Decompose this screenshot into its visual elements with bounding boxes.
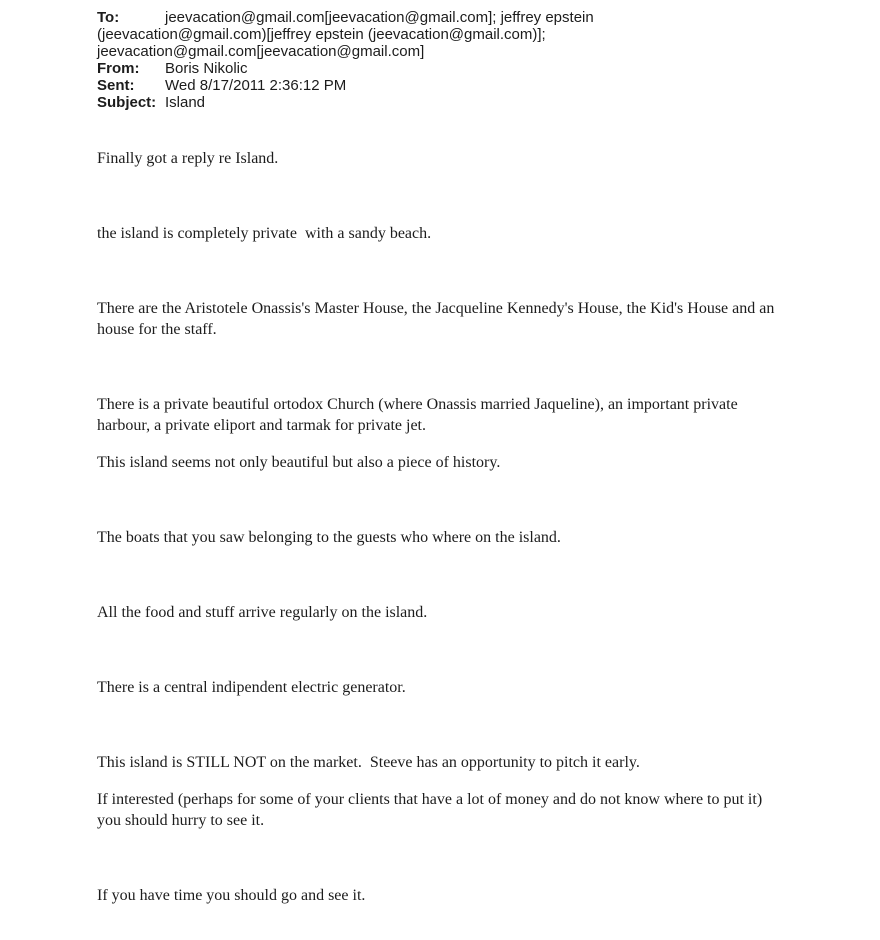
email-header — [97, 9, 637, 111]
subject-value: Island — [165, 94, 206, 111]
body-paragraph-4: There is a private beautiful ortodox Church (where Onassis married Jaqueline), an important private harbour, a private eliport and tarmak for private jet. — [97, 396, 742, 434]
subject-label: Subject: — [97, 94, 157, 111]
to-field — [97, 9, 637, 60]
body-paragraph-11: If you have time you should go and see it. — [97, 887, 366, 904]
body-paragraph-2: the island is completely private with a sandy beach. — [97, 225, 432, 242]
to-value-line-2: (jeevacation@gmail.com)[jeffrey epstein (jeevacation@gmail.com)]; — [97, 26, 546, 43]
body-paragraph-3: There are the Aristotele Onassis's Master House, the Jacqueline Kennedy's House, the Kid's House and an house for the staff. — [97, 300, 779, 338]
from-label: From: — [97, 60, 140, 77]
to-value-line-1: jeevacation@gmail.com[jeevacation@gmail.com]; jeffrey epstein — [165, 9, 594, 26]
sent-field — [97, 77, 637, 94]
from-value: Boris Nikolic — [165, 60, 248, 77]
to-value-line-3: jeevacation@gmail.com[jeevacation@gmail.com] — [97, 43, 425, 60]
from-field — [97, 60, 637, 77]
sent-label: Sent: — [97, 77, 135, 94]
body-paragraph-9: This island is STILL NOT on the market. Steeve has an opportunity to pitch it early. — [97, 754, 640, 771]
sent-value: Wed 8/17/2011 2:36:12 PM — [165, 77, 347, 94]
subject-field — [97, 94, 637, 111]
body-paragraph-8: There is a central indipendent electric generator. — [97, 679, 406, 696]
body-paragraph-1: Finally got a reply re Island. — [97, 150, 279, 167]
body-paragraph-5: This island seems not only beautiful but also a piece of history. — [97, 454, 501, 471]
body-paragraph-10: If interested (perhaps for some of your clients that have a lot of money and do not know where to put it) you should hurry to see it. — [97, 791, 767, 829]
to-label: To: — [97, 9, 120, 26]
body-paragraph-7: All the food and stuff arrive regularly on the island. — [97, 604, 428, 621]
email-body — [97, 148, 785, 906]
body-paragraph-6: The boats that you saw belonging to the guests who where on the island. — [97, 529, 561, 546]
